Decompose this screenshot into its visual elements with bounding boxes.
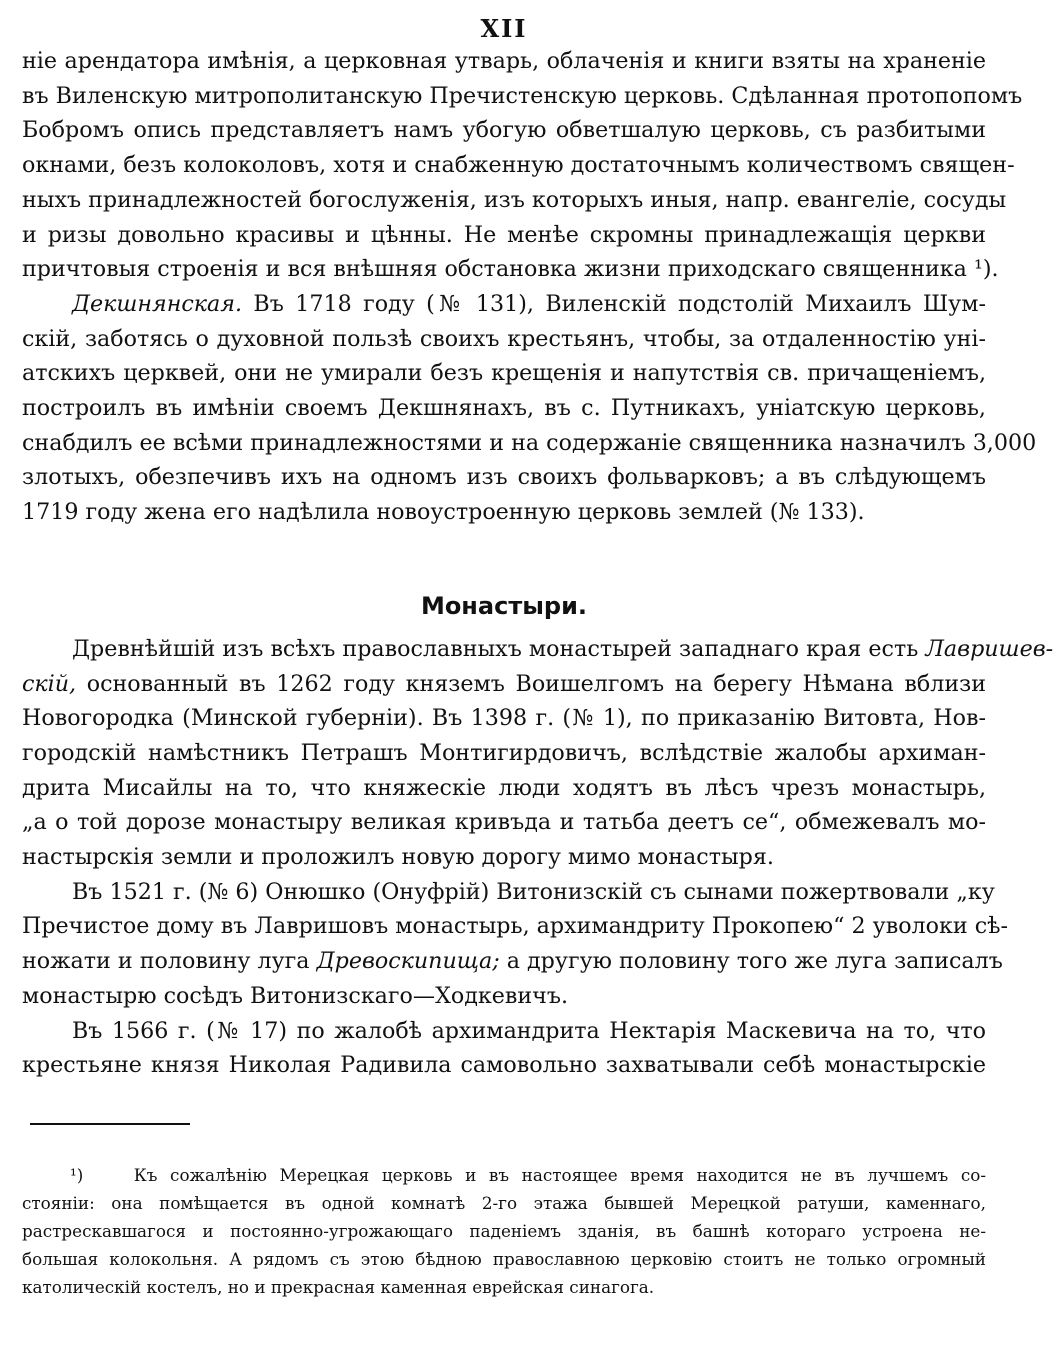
page-number: XII xyxy=(480,14,528,43)
text-line: и ризы довольно красивы и цѣнны. Не менѣе скромны принадлежащія церкви xyxy=(22,221,986,248)
text-run: Древнѣйшій изъ всѣхъ православныхъ монастырей западнаго края есть xyxy=(72,635,926,662)
text-line: въ Виленскую митрополитанскую Пречистенскую церковь. Сдѣланная протопопомъ xyxy=(22,82,1023,109)
text-line: ныхъ принадлежностей богослуженія, изъ которыхъ иныя, напр. евангеліе, сосуды xyxy=(22,186,1007,213)
paragraph-1521 xyxy=(22,875,1009,1014)
footnote-line: стояніи: она помѣщается въ одной комнатѣ 2-го этажа бывшей Мерецкой ратуши, каменнаго, xyxy=(22,1192,986,1213)
text-line: снабдилъ ее всѣми принадлежностями и на содержаніе священника назначилъ 3,000 xyxy=(22,429,1037,456)
paragraph-lavrishevsky xyxy=(22,632,1053,875)
section-heading: Монастыри. xyxy=(420,591,588,620)
italic-term: Лавришев- xyxy=(925,635,1053,662)
text-run: Къ сожалѣнію Мерецкая церковь и въ настоящее время находится не въ лучшемъ со- xyxy=(133,1164,986,1185)
paragraph-continuation xyxy=(22,44,1023,287)
text-line: ніе арендатора имѣнія, а церковная утварь, облаченія и книги взяты на храненіе xyxy=(22,48,986,74)
text-line: дрита Мисайлы на то, что княжескіе люди ходятъ въ лѣсъ чрезъ монастырь, xyxy=(22,774,986,801)
text-line: городскій намѣстникъ Петрашъ Монтигирдовичъ, вслѣдствіе жалобы архиман- xyxy=(22,739,986,766)
text-line xyxy=(22,287,986,322)
text-line: 1719 году жена его надѣлила новоустроенную церковь землей (№ 133). xyxy=(22,499,865,526)
footnote-divider xyxy=(30,1123,190,1125)
text-line: Въ 1566 г. (№ 17) по жалобѣ архимандрита Нектарія Маскевича на то, что xyxy=(72,1017,986,1044)
footnote-line: большая колокольня. А рядомъ съ этою бѣдною православною церковію стоитъ не только огромный xyxy=(22,1248,986,1269)
footnote xyxy=(22,1161,986,1301)
footnote-marker: ¹) xyxy=(70,1164,84,1185)
text-line: атскихъ церквей, они не умирали безъ крещенія и напутствія св. причащеніемъ, xyxy=(22,360,986,387)
text-line: „а о той дорозе монастыру великая кривъда и татьба деетъ се“, обмежевалъ мо- xyxy=(22,809,986,836)
footnote-line xyxy=(22,1161,986,1189)
italic-term: Декшнянская. xyxy=(72,290,243,317)
text-line: Въ 1521 г. (№ 6) Онюшко (Онуфрій) Витонизскій съ сынами пожертвовали „ку xyxy=(72,878,995,905)
text-line: Бобромъ опись представляетъ намъ убогую обветшалую церковь, съ разбитыми xyxy=(22,117,986,144)
text-line: злотыхъ, обезпечивъ ихъ на одномъ изъ своихъ фольварковъ; а въ слѣдующемъ xyxy=(22,464,986,491)
text-line: настырскія земли и проложилъ новую дорогу мимо монастыря. xyxy=(22,844,774,871)
text-run: а другую половину того же луга записалъ xyxy=(499,948,1003,975)
footnote-line: католическій костелъ, но и прекрасная каменная еврейская синагога. xyxy=(22,1276,655,1297)
text-line: причтовыя строенія и вся внѣшняя обстановка жизни приходскаго священника ¹). xyxy=(22,256,999,283)
text-run: Въ 1718 году (№ 131), Виленскій подстолій Михаилъ Шум- xyxy=(242,290,986,317)
italic-term: скій, xyxy=(22,670,77,697)
paragraph-1566 xyxy=(22,1014,986,1083)
text-line: крестьяне князя Николая Радивила самовольно захватывали себѣ монастырскіе xyxy=(22,1052,986,1079)
text-line: Новогородка (Минской губерніи). Въ 1398 г. (№ 1), по приказанію Витовта, Нов- xyxy=(22,705,986,732)
footnote-line: растрескавшагося и постоянно-угрожающаго паденіемъ зданія, въ башнѣ котораго устроена не- xyxy=(22,1220,986,1241)
italic-term: Древоскипища; xyxy=(316,948,500,975)
text-run: основанный въ 1262 году княземъ Воишелгомъ на берегу Нѣмана вблизи xyxy=(76,670,986,697)
text-line xyxy=(22,632,1053,667)
text-line: монастырю сосѣдъ Витонизскаго—Ходкевичъ. xyxy=(22,982,569,1009)
paragraph-dekshnyanskaya xyxy=(22,287,1037,530)
text-line xyxy=(22,944,1003,979)
text-line: Пречистое дому въ Лавришовъ монастырь, архимандриту Прокопею“ 2 уволоки сѣ- xyxy=(22,913,1009,940)
text-run: ножати и половину луга xyxy=(22,948,317,975)
text-line xyxy=(22,667,986,702)
text-line: окнами, безъ колоколовъ, хотя и снабженную достаточнымъ количествомъ священ- xyxy=(22,152,1015,179)
text-line: построилъ въ имѣніи своемъ Декшнянахъ, въ с. Путникахъ, уніатскую церковь, xyxy=(22,395,986,422)
text-line: скій, заботясь о духовной пользѣ своихъ крестьянъ, чтобы, за отдаленностію уні- xyxy=(22,325,986,352)
